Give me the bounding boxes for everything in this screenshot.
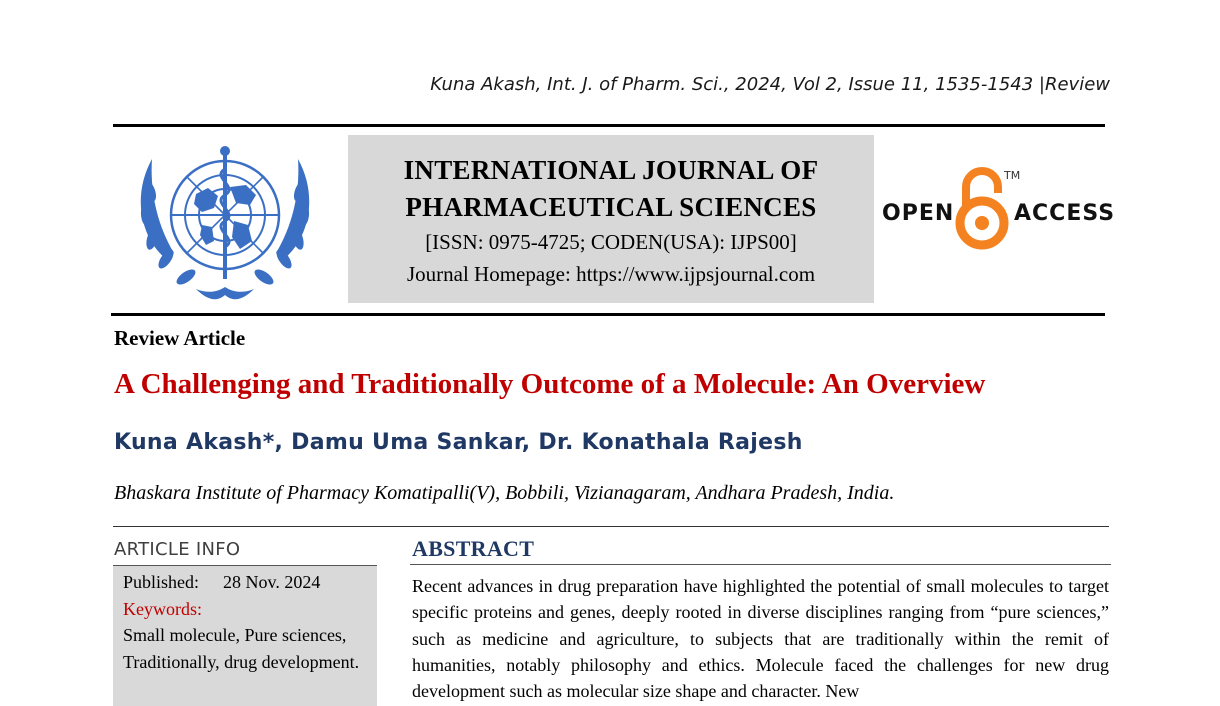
- trademark-mark: TM: [1004, 169, 1021, 182]
- running-header: Kuna Akash, Int. J. of Pharm. Sci., 2024, Vol 2, Issue 11, 1535-1543 |Review: [430, 74, 1110, 95]
- abstract-rule: [410, 564, 1111, 565]
- abstract-body: [412, 573, 1109, 704]
- author-list: Kuna Akash*, Damu Uma Sankar, Dr. Konathala Rajesh: [114, 430, 803, 455]
- journal-homepage: Journal Homepage: https://www.ijpsjournal.com: [406, 262, 816, 286]
- author-affiliation: Bhaskara Institute of Pharmacy Komatipalli(V), Bobbili, Vizianagaram, Andhara Pradesh, India.: [114, 482, 895, 504]
- keywords-label: Keywords:: [123, 598, 202, 619]
- article-info-heading: ARTICLE INFO: [114, 539, 241, 560]
- published-date: 28 Nov. 2024: [223, 572, 321, 592]
- section-divider: [113, 526, 1109, 527]
- open-access-word-open: OPEN: [882, 201, 955, 226]
- journal-title-box: [348, 135, 874, 303]
- abstract-paragraph: Recent advances in drug preparation have highlighted the potential of small molecules to target specific proteins and genes, deeply rooted in diverse disciplines ranging from “pure sciences,” such as medicine and agriculture, to subjects that are traditionally within the remit of humanities, notably philosophy and ethics. Molecule faced the challenges for new drug development such as molecular size shape and character. New: [412, 576, 1109, 702]
- header-bottom-rule: [111, 313, 1105, 316]
- open-lock-icon: [954, 163, 1010, 251]
- journal-name: [348, 152, 874, 226]
- article-info-box: [113, 566, 377, 706]
- header-top-rule: [113, 124, 1105, 127]
- open-access-word-access: ACCESS: [1014, 201, 1116, 226]
- journal-emblem-logo: [126, 139, 324, 305]
- published-row: [123, 569, 367, 596]
- published-label: Published:: [123, 572, 200, 592]
- keywords-list: Small molecule, Pure sciences, Traditionally, drug development.: [123, 625, 360, 672]
- journal-name-line1: INTERNATIONAL JOURNAL OF: [403, 155, 819, 185]
- open-access-logo: [880, 163, 1116, 253]
- journal-name-line2: PHARMACEUTICAL SCIENCES: [405, 192, 817, 222]
- paper-title: A Challenging and Traditionally Outcome of a Molecule: An Overview: [114, 368, 986, 400]
- article-type: Review Article: [114, 326, 246, 350]
- journal-issn: [ISSN: 0975-4725; CODEN(USA): IJPS00]: [425, 230, 797, 254]
- abstract-heading: ABSTRACT: [412, 536, 535, 561]
